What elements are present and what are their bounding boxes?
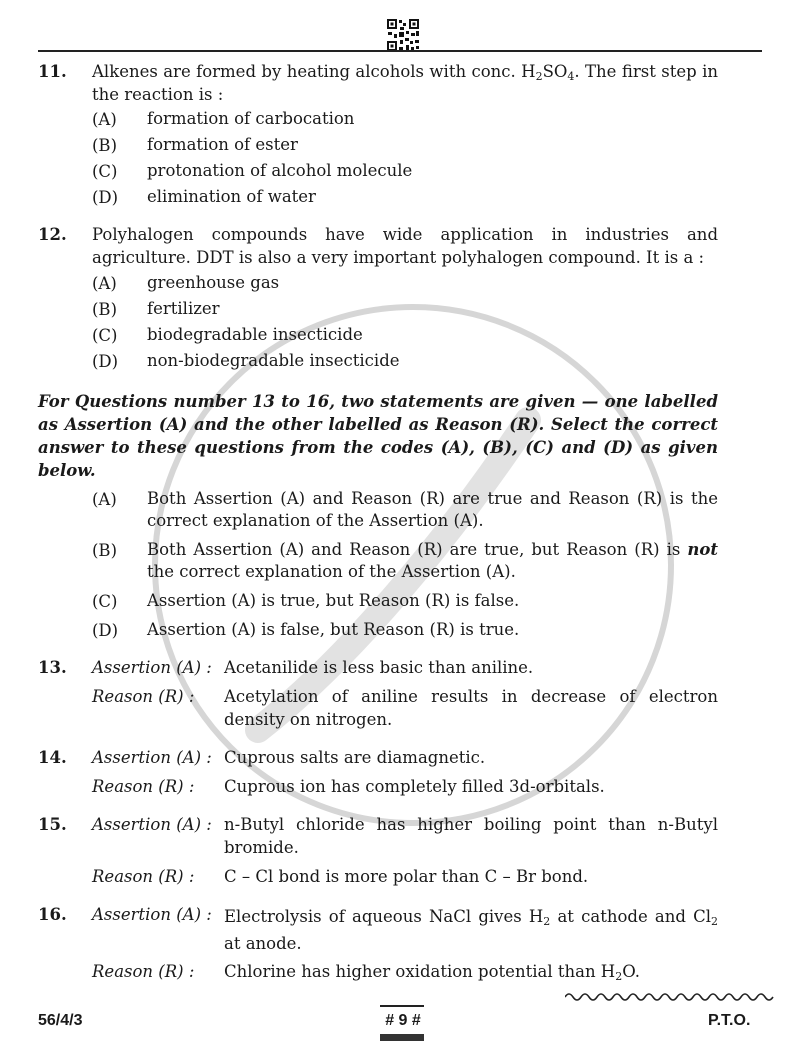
code-label: (A) <box>92 490 117 509</box>
option-text: non-biodegradable insecticide <box>147 351 400 370</box>
reason-text: C – Cl bond is more polar than C – Br bond. <box>224 867 589 886</box>
question-text: Polyhalogen compounds have wide application in industries and agriculture. DDT is also a very important polyhalogen compound. It is a : <box>92 225 718 267</box>
page-number: # 9 # <box>385 1012 421 1029</box>
reason-text: Chlorine has higher oxidation potential than $H_2O$. <box>224 962 641 983</box>
option-text: fertilizer <box>147 299 220 318</box>
option-label: (A) <box>92 110 117 129</box>
option-label: (B) <box>92 136 117 155</box>
question-number: 12. <box>38 225 67 244</box>
assertion-text: Acetanilide is less basic than aniline. <box>224 658 534 677</box>
code-text: Both Assertion (A) and Reason (R) are true and Reason (R) is the correct explanation of the Assertion (A). <box>147 489 718 530</box>
question-number: 11. <box>38 62 67 81</box>
code-text: Assertion (A) is true, but Reason (R) is false. <box>147 591 520 610</box>
code-label: (B) <box>92 541 117 560</box>
option-text: protonation of alcohol molecule <box>147 161 413 180</box>
reason-label: Reason (R) : <box>92 777 195 796</box>
option-text: formation of carbocation <box>147 109 355 128</box>
option-text: biodegradable insecticide <box>147 325 363 344</box>
option-label: (D) <box>92 352 119 371</box>
wavy-line-decoration <box>565 990 775 1004</box>
assertion-label: Assertion (A) : <box>92 748 212 767</box>
option-text: elimination of water <box>147 187 316 206</box>
option-label: (D) <box>92 188 119 207</box>
reason-text: Cuprous ion has completely filled 3d-orbitals. <box>224 777 605 796</box>
reason-text: Acetylation of aniline results in decrease of electron density on nitrogen. <box>224 687 718 729</box>
assertion-text: Electrolysis of aqueous NaCl gives $H_2$ at cathode and $Cl_2$ at anode. <box>224 907 718 953</box>
question-number: 13. <box>38 658 67 677</box>
question-text: Alkenes are formed by heating alcohols with conc. $H_2SO_4$. The first step in the reaction is : <box>92 62 718 104</box>
option-label: (A) <box>92 274 117 293</box>
code-label: (C) <box>92 592 118 611</box>
code-text: Assertion (A) is false, but Reason (R) is true. <box>147 620 520 639</box>
question-number: 15. <box>38 815 67 834</box>
page-number-rule <box>380 1005 424 1007</box>
assertion-text: n-Butyl chloride has higher boiling point than n-Butyl bromide. <box>224 815 718 857</box>
option-label: (C) <box>92 326 118 345</box>
page-number-bar <box>380 1034 424 1041</box>
reason-label: Reason (R) : <box>92 687 195 706</box>
reason-label: Reason (R) : <box>92 962 195 981</box>
option-text: formation of ester <box>147 135 298 154</box>
question-number: 14. <box>38 748 67 767</box>
code-label: (D) <box>92 621 119 640</box>
header-rule <box>38 50 762 52</box>
question-number: 16. <box>38 905 67 924</box>
paper-code: 56/4/3 <box>38 1012 83 1029</box>
option-text: greenhouse gas <box>147 273 280 292</box>
assertion-text: Cuprous salts are diamagnetic. <box>224 748 486 767</box>
assertion-label: Assertion (A) : <box>92 905 212 924</box>
code-text: Both Assertion (A) and Reason (R) are true, but Reason (R) is not the correct explanation of the Assertion (A). <box>147 540 718 581</box>
section-instructions: For Questions number 13 to 16, two statements are given — one labelled as Assertion (A) and the other labelled as Reason (R). Select the correct answer to these questions from the codes (A), (B), (C) and (D) as given below. <box>38 392 718 480</box>
qr-code-icon <box>386 18 420 52</box>
option-label: (C) <box>92 162 118 181</box>
assertion-label: Assertion (A) : <box>92 658 212 677</box>
pto-label: P.T.O. <box>708 1012 751 1029</box>
option-label: (B) <box>92 300 117 319</box>
assertion-label: Assertion (A) : <box>92 815 212 834</box>
reason-label: Reason (R) : <box>92 867 195 886</box>
